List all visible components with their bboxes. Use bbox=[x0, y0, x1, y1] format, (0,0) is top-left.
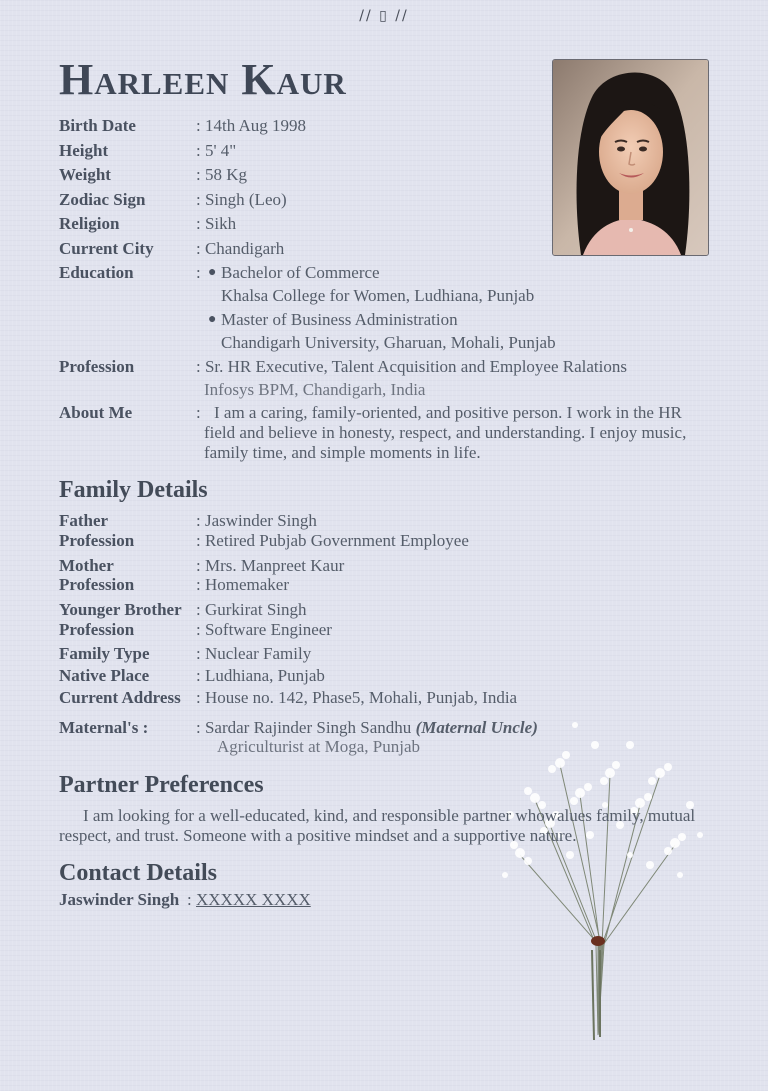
detail-colon: : bbox=[196, 263, 201, 282]
detail-value: : Retired Pubjab Government Employee bbox=[196, 531, 469, 550]
detail-value: : 14th Aug 1998 bbox=[196, 116, 307, 135]
detail-colon: : bbox=[196, 403, 201, 422]
detail-label: Height bbox=[59, 141, 109, 160]
detail-value: : 5' 4" bbox=[196, 141, 237, 160]
detail-value: : Nuclear Family bbox=[196, 644, 312, 663]
contact-colon: : bbox=[187, 890, 192, 909]
detail-value: : Mrs. Manpreet Kaur bbox=[196, 556, 345, 575]
flower-bouquet-illustration bbox=[490, 705, 720, 1045]
detail-value: : 58 Kg bbox=[196, 165, 247, 184]
detail-label: Maternal's : bbox=[59, 718, 149, 737]
detail-label: Profession bbox=[59, 620, 135, 639]
about-text bbox=[204, 403, 716, 463]
education-degree: Master of Business Administration bbox=[221, 310, 458, 329]
contact-phone-link[interactable]: XXXXX XXXX bbox=[196, 890, 311, 909]
detail-label: Current Address bbox=[59, 688, 181, 707]
education-degree: Bachelor of Commerce bbox=[221, 263, 380, 282]
detail-value: : Homemaker bbox=[196, 575, 289, 594]
maternal-relation: (Maternal Uncle) bbox=[415, 718, 538, 737]
detail-value: : Singh (Leo) bbox=[196, 190, 287, 209]
detail-value: : House no. 142, Phase5, Mohali, Punjab, India bbox=[196, 688, 518, 707]
about-paragraph: I am a caring, family-oriented, and positive person. I work in the HR field and believe in honesty, respect, and understanding. I enjoy music, family time, and simple moments in life. bbox=[204, 403, 687, 462]
family-section-title: Family Details bbox=[59, 477, 208, 503]
detail-value: : Gurkirat Singh bbox=[196, 600, 307, 619]
detail-label: Birth Date bbox=[59, 116, 136, 135]
detail-label: Family Type bbox=[59, 644, 150, 663]
partner-section-title: Partner Preferences bbox=[59, 772, 264, 798]
detail-value: : Ludhiana, Punjab bbox=[196, 666, 325, 685]
partner-preferences-text: I am looking for a well-educated, kind, and responsible partner whowalues family, mutual respect, and trust. Someone with a positive mindset and a supportive nature. bbox=[59, 806, 696, 845]
maternal-name: : Sardar Rajinder Singh Sandhu bbox=[196, 718, 412, 737]
detail-label: Native Place bbox=[59, 666, 150, 685]
maternal-value bbox=[196, 718, 538, 738]
detail-label: Education bbox=[59, 263, 134, 282]
detail-label: About Me bbox=[59, 403, 133, 422]
portrait-illustration bbox=[553, 60, 708, 255]
detail-value: : Sr. HR Executive, Talent Acquisition and Employee Ralations bbox=[196, 357, 627, 376]
top-ornament: // ▯ // bbox=[359, 8, 409, 24]
contact-label: Jaswinder Singh bbox=[59, 890, 180, 909]
contact-section-title: Contact Details bbox=[59, 860, 217, 886]
education-institute: Khalsa College for Women, Ludhiana, Punjab bbox=[221, 286, 535, 305]
detail-value: : Software Engineer bbox=[196, 620, 332, 639]
detail-value: : Chandigarh bbox=[196, 239, 285, 258]
detail-label: Profession bbox=[59, 575, 135, 594]
detail-label: Zodiac Sign bbox=[59, 190, 146, 209]
education-institute: Chandigarh University, Gharuan, Mohali, Punjab bbox=[221, 333, 556, 352]
profile-photo bbox=[552, 59, 709, 256]
detail-label: Father bbox=[59, 511, 109, 530]
detail-label: Profession bbox=[59, 357, 135, 376]
detail-label: Profession bbox=[59, 531, 135, 550]
detail-label: Mother bbox=[59, 556, 114, 575]
detail-label: Younger Brother bbox=[59, 600, 182, 619]
detail-value: : Sikh bbox=[196, 214, 237, 233]
bullet-icon: ● bbox=[208, 312, 217, 327]
detail-label: Religion bbox=[59, 214, 120, 233]
profile-name: Harleen Kaur bbox=[59, 55, 347, 104]
detail-label: Current City bbox=[59, 239, 154, 258]
maternal-occupation: Agriculturist at Moga, Punjab bbox=[217, 737, 421, 756]
detail-value: : Jaswinder Singh bbox=[196, 511, 317, 530]
detail-label: Weight bbox=[59, 165, 111, 184]
bullet-icon: ● bbox=[208, 265, 217, 280]
profession-employer: Infosys BPM, Chandigarh, India bbox=[204, 380, 426, 399]
